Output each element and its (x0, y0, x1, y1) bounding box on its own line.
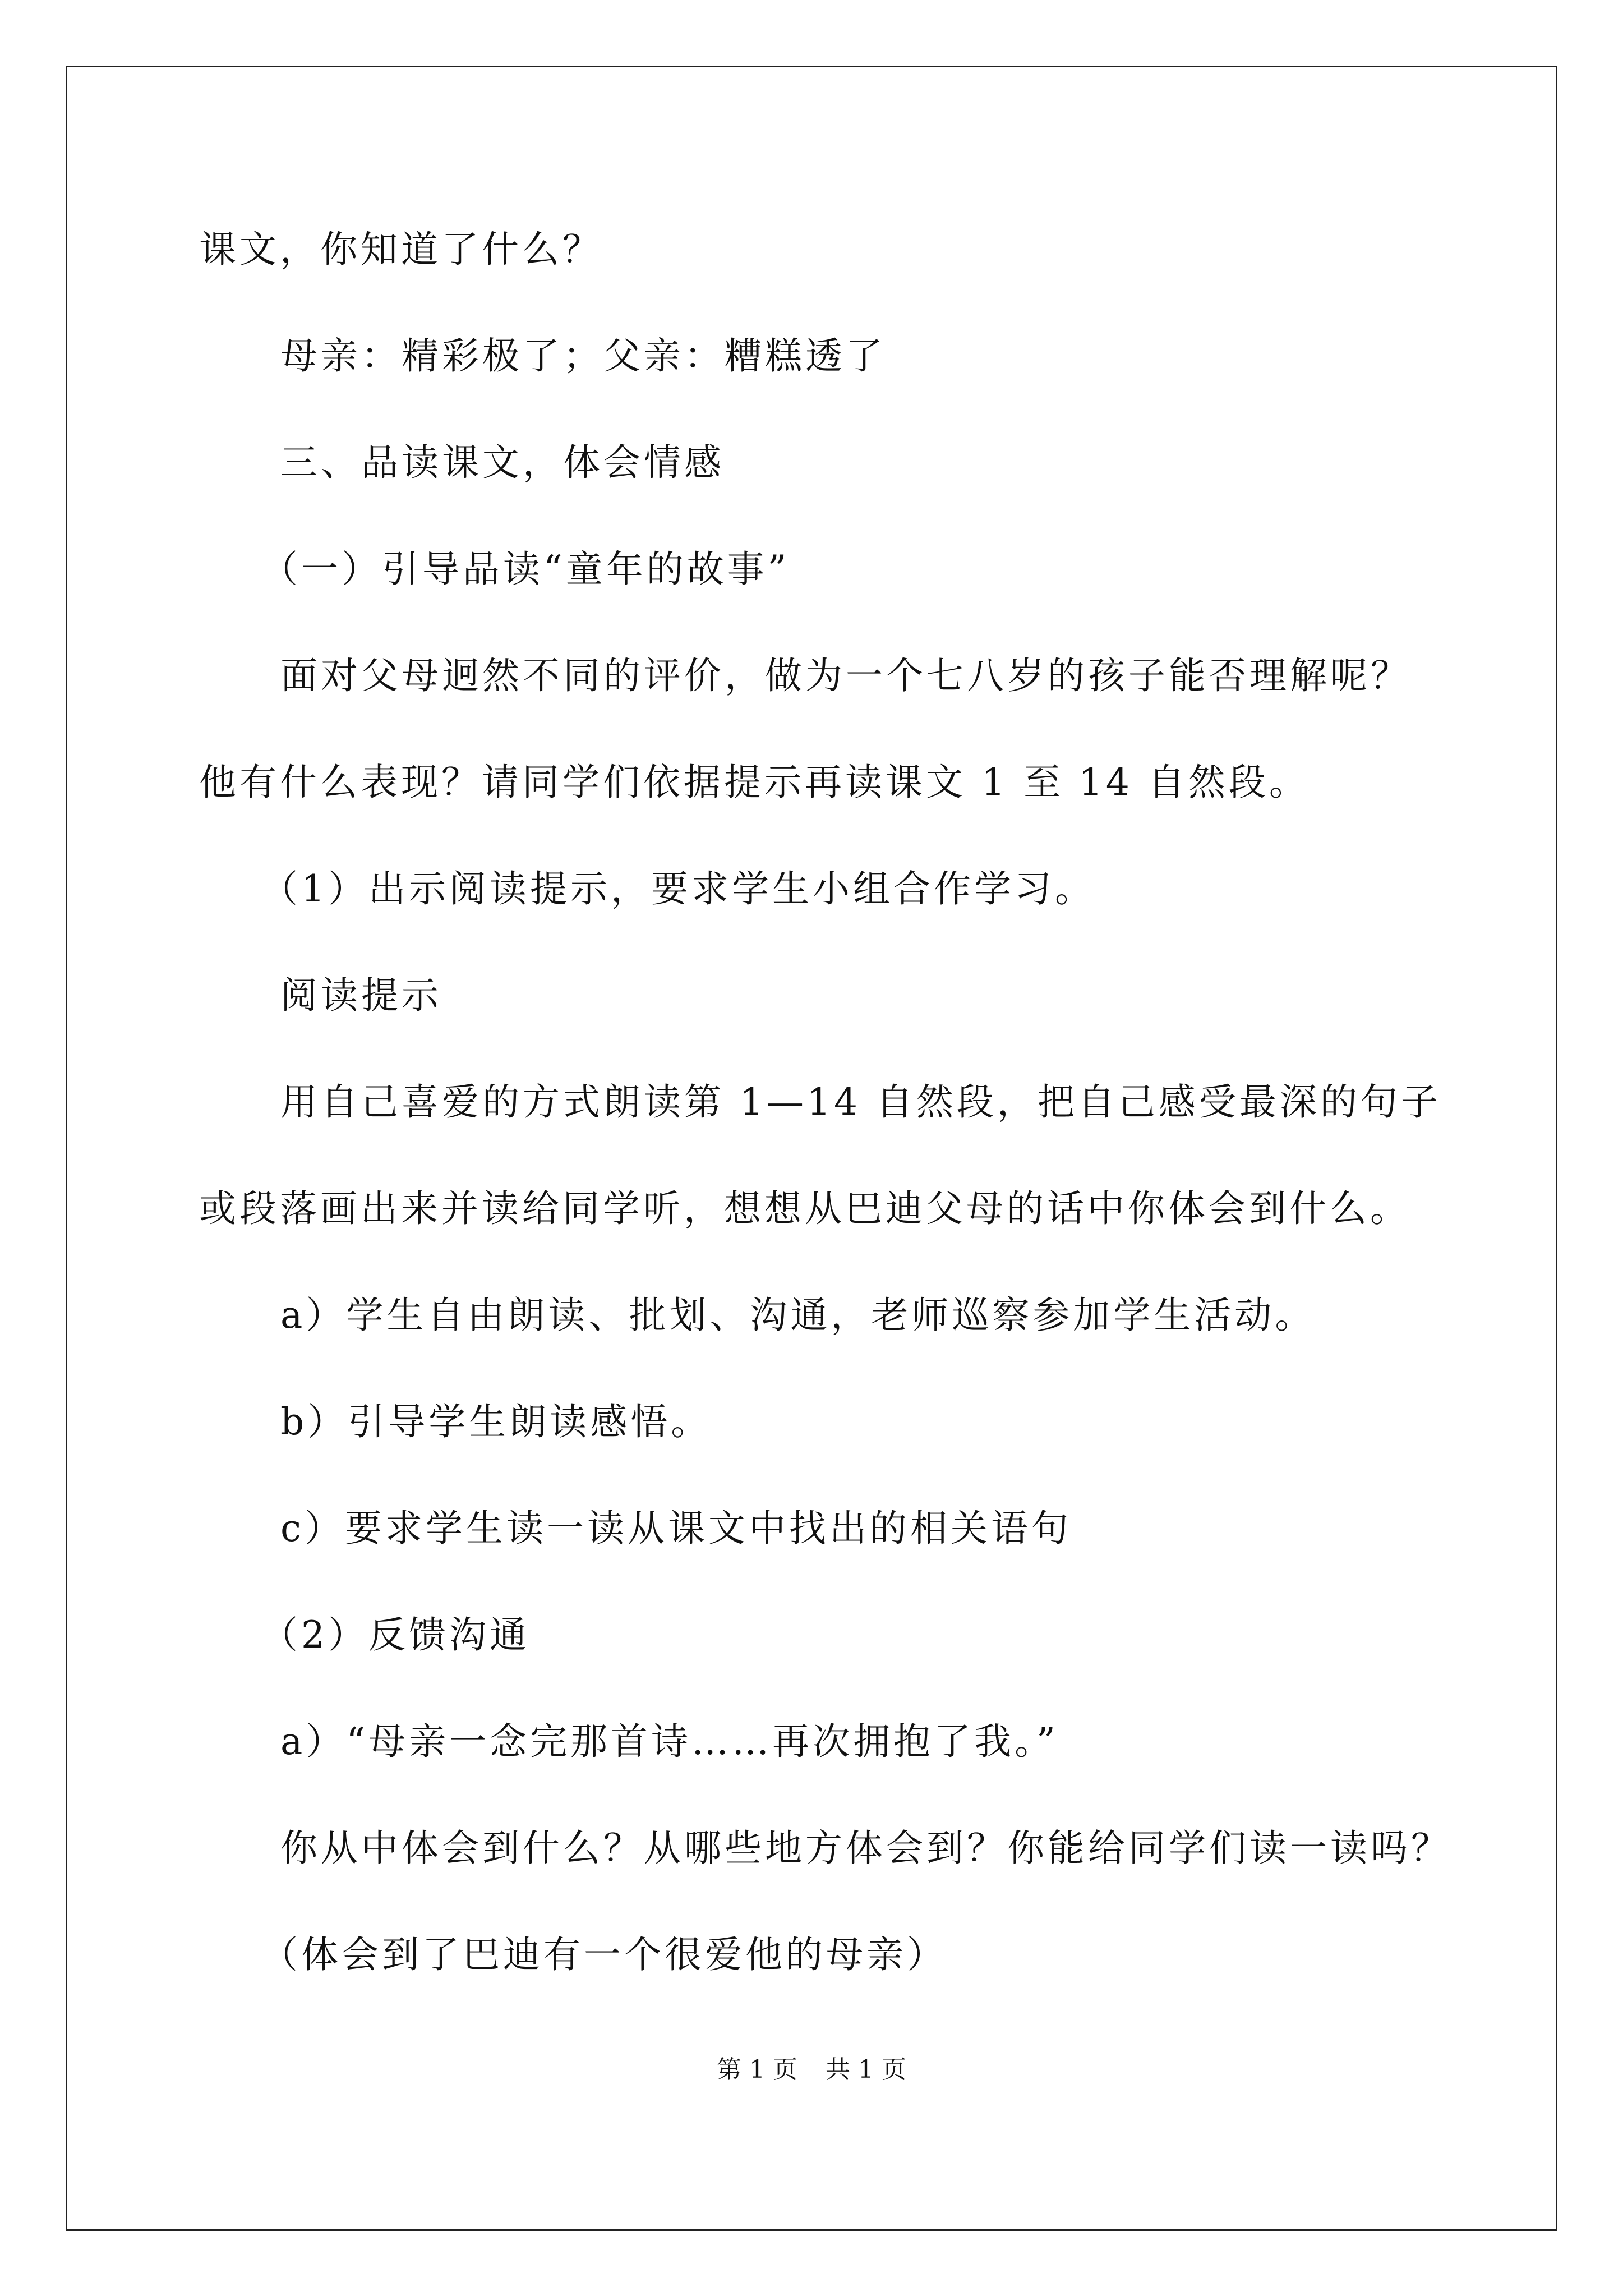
reading-tip-title: 阅读提示 (280, 974, 442, 1017)
list-item: a）学生自由朗读、批划、沟通，老师巡察参加学生活动。 (280, 1294, 1316, 1337)
paragraph-line: 用自己喜爱的方式朗读第 1—14 自然段，把自己感受最深的句子 (280, 1080, 1441, 1124)
page-border (66, 66, 1557, 2231)
page-total: 共 1 页 (826, 2055, 906, 2084)
list-item: c）要求学生读一读从课文中找出的相关语句 (280, 1507, 1072, 1550)
page-number: 第 1 页 (717, 2055, 797, 2084)
step-heading: （1）出示阅读提示，要求学生小组合作学习。 (261, 867, 1095, 910)
text-line-continuation: 课文，你知道了什么？ (199, 228, 603, 271)
paragraph-line: 你从中体会到什么？从哪些地方体会到？你能给同学们读一读吗？ (280, 1826, 1451, 1870)
paragraph-line: 面对父母迥然不同的评价，做为一个七八岁的孩子能否理解呢？ (280, 654, 1411, 697)
step-heading: （2）反馈沟通 (261, 1613, 530, 1657)
section-heading: 三、品读课文，体会情感 (280, 441, 725, 484)
subsection-heading: （一）引导品读“童年的故事” (261, 547, 790, 591)
list-item: a）“母亲一念完那首诗……再次拥抱了我。” (280, 1720, 1059, 1763)
paragraph-line: （体会到了巴迪有一个很爱他的母亲） (261, 1933, 947, 1976)
text-line-evaluation: 母亲：精彩极了；父亲：糟糕透了 (280, 334, 886, 378)
page-footer (0, 2053, 1623, 2087)
paragraph-line: 他有什么表现？请同学们依据提示再读课文 1 至 14 自然段。 (199, 761, 1310, 804)
paragraph-line: 或段落画出来并读给同学听，想想从巴迪父母的话中你体会到什么。 (199, 1187, 1410, 1230)
list-item: b）引导学生朗读感悟。 (280, 1400, 712, 1443)
